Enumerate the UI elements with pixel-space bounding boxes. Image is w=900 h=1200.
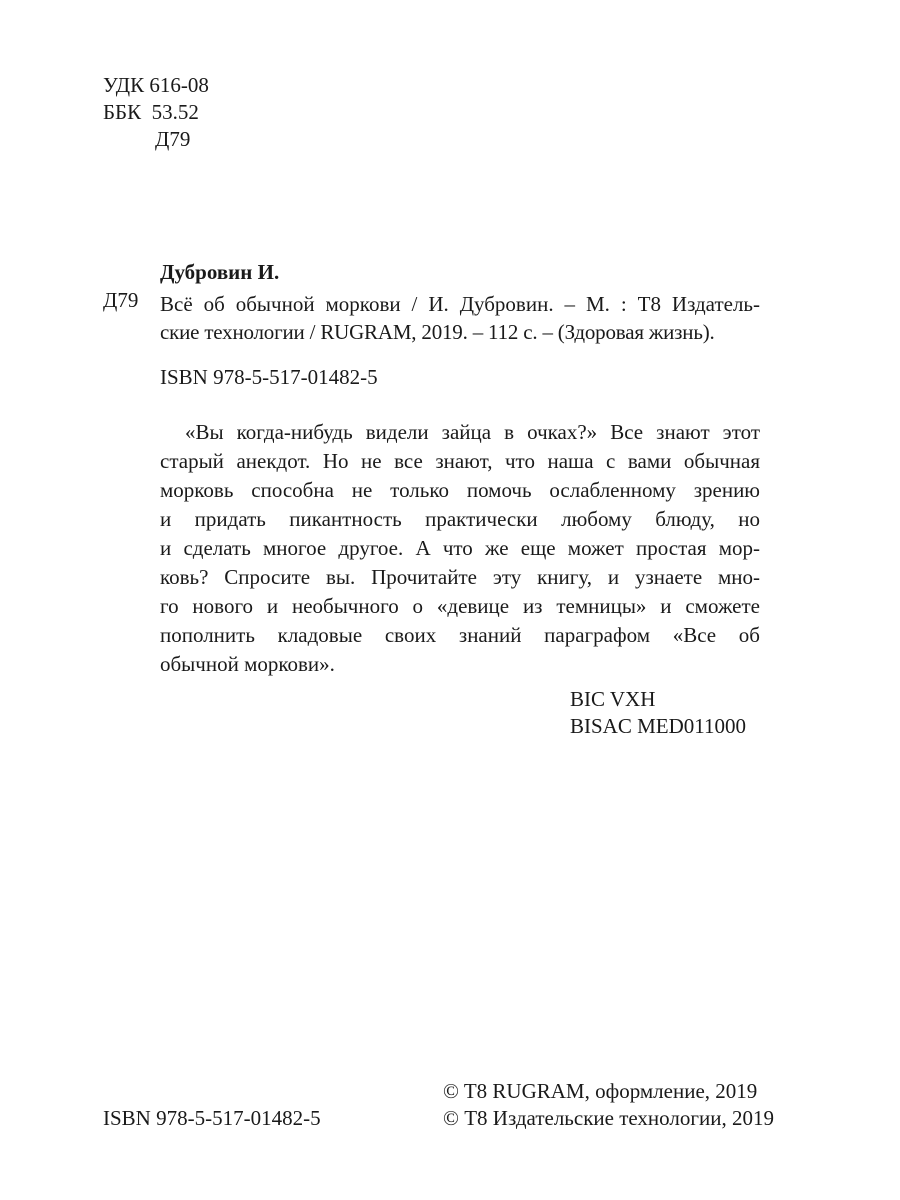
bibliographic-line: ские технологии / RUGRAM, 2019. – 112 с. – (Здоровая жизнь). — [160, 320, 715, 344]
author-mark-left: Д79 — [103, 288, 139, 312]
bibliographic-description — [160, 290, 760, 346]
annotation-line: старый анекдот. Но не все знают, что наша с вами обычная — [160, 449, 760, 473]
annotation-text — [160, 418, 760, 679]
bibliographic-line: Всё об обычной моркови / И. Дубровин. – М. : Т8 Издатель- — [160, 292, 760, 316]
bic-code: BIC VXH — [570, 687, 656, 711]
isbn-footer: ISBN 978-5-517-01482-5 — [103, 1106, 321, 1130]
bbk-code: ББК 53.52 — [103, 100, 199, 124]
annotation-line: пополнить кладовые своих знаний параграфом «Все об — [160, 623, 760, 647]
bisac-code: BISAC MED011000 — [570, 714, 746, 738]
author-name: Дубровин И. — [160, 260, 280, 284]
annotation-line: «Вы когда-нибудь видели зайца в очках?» Все знают этот — [185, 420, 760, 444]
isbn-main: ISBN 978-5-517-01482-5 — [160, 365, 378, 389]
author-mark-top: Д79 — [155, 127, 191, 151]
annotation-line: и сделать многое другое. А что же еще может простая мор- — [160, 536, 760, 560]
annotation-line: и придать пикантность практически любому блюду, но — [160, 507, 760, 531]
annotation-line: го нового и необычного о «девице из темницы» и сможете — [160, 594, 760, 618]
copyright-publisher: © Т8 Издательские технологии, 2019 — [443, 1106, 774, 1130]
copyright-design: © T8 RUGRAM, оформление, 2019 — [443, 1079, 758, 1103]
annotation-line: морковь способна не только помочь ослабленному зрению — [160, 478, 760, 502]
annotation-line: ковь? Спросите вы. Прочитайте эту книгу, и узнаете мно- — [160, 565, 760, 589]
annotation-line: обычной моркови». — [160, 652, 335, 676]
udk-code: УДК 616-08 — [103, 73, 209, 97]
